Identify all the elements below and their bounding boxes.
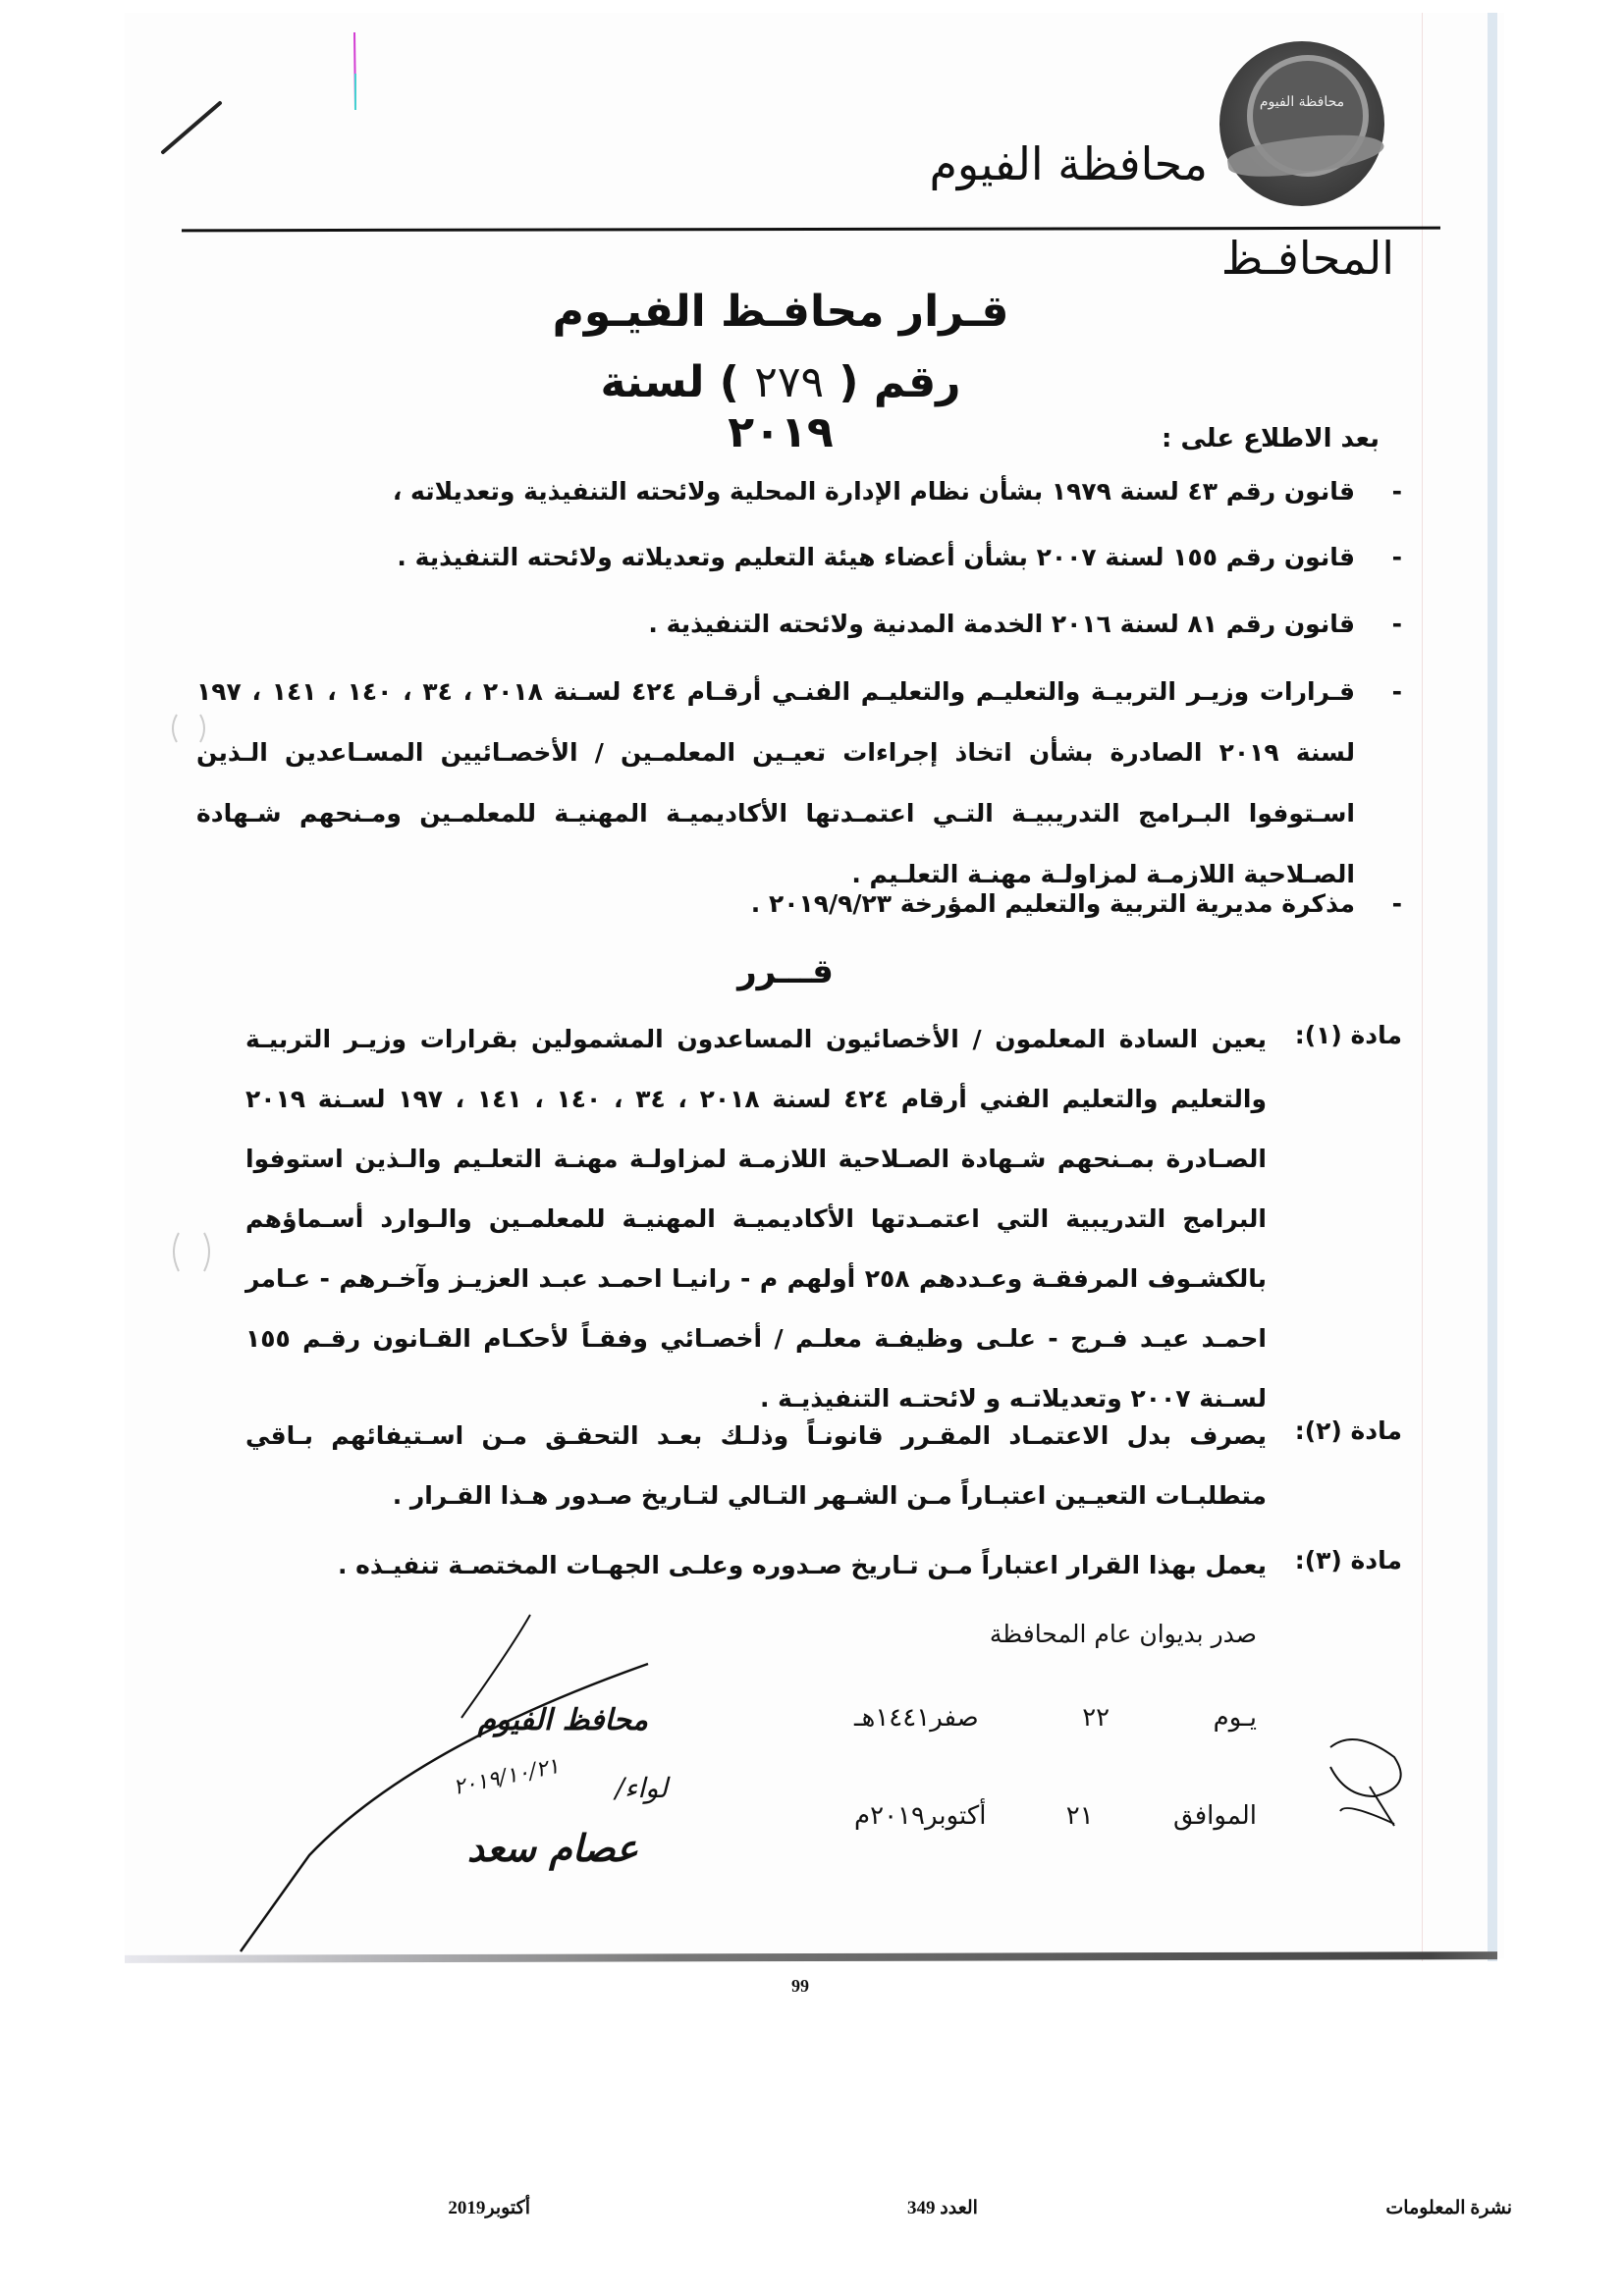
signature-name: عصام سعد [466,1826,638,1870]
gregorian-month-year: أكتوبر٢٠١٩م [854,1801,987,1831]
preamble-item-text: قانون رقم ١٥٥ لسنة ٢٠٠٧ بشأن أعضاء هيئة التعليم وتعديلاته ولائحته التنفيذية . [397,543,1355,571]
decree-title: قـرار محافـظ الفيـوم [552,287,1009,337]
bullet-dash: - [1391,889,1402,918]
article-text: يصرف بدل الاعتمـاد المقـرر قانونـاً وذلـك بعـد التحقـق مـن اسـتيفائهم بـاقي متطلبـات التعيـين اعتبـاراً مـن الشـهر التـالي لتـاريخ صـدور هـذا القـرار . [245,1421,1267,1510]
footer-publication: نشرة المعلومات [1385,2198,1512,2218]
preamble-item [196,461,1402,522]
hijri-date-row [854,1703,1257,1733]
decree-number-line [550,357,1011,457]
signature-handwritten-date: ٢٠١٩/١٠/٢١ [451,1753,562,1801]
preamble-heading: بعد الاطلاع على : [1162,424,1380,454]
preamble-item [196,662,1402,905]
hijri-day: ٢٢ [1082,1703,1110,1733]
bullet-dash: - [1391,477,1402,506]
bullet-dash: - [1391,610,1402,638]
governorate-name: محافظة الفيوم [929,137,1208,190]
emblem-text: محافظة الفيوم [1259,94,1345,110]
preamble-item [196,874,1402,934]
article-text: يعين السادة المعلمون / الأخصائيون المساعدون المشمولين بقرارات وزيـر التربيـة والتعليم والتعليم الفني أرقام ٤٢٤ لسنة ٢٠١٨ ، ٣٤ ، ١٤٠ ، ١٤١ ، ١٩٧ لسـنة ٢٠١٩ الصـادرة بمـنحهم شـهادة الصـلاحية اللازمـة لمزاولـة مهنـة التعلـيم والـذين استوفوا البرامج التدريبية التي اعتمـدتها الأكاديميـة المهنيـة للمعلمـين والـوارد أسـماؤهم بالكشـوف المرفقـة وعـددهم ٢٥٨ أولهم م - رانيـا احمـد عبـد العزيـز وآخـرهم - عـامر احمـد عيـد فـرج - علـى وظيفـة معلـم / أخصـائي وفقـاً لأحكـام القـانون رقـم ١٥٥ لسـنة ٢٠٠٧ وتعديلاتـه و لائحتـه التنفيذيـة . [245,1025,1268,1413]
article-label: مادة (٣): [1294,1546,1402,1575]
scan-crease-line [1422,13,1423,1961]
preamble-item-text: مذكرة مديرية التربية والتعليم المؤرخة ٢٠١٩/٩/٢٣ . [750,889,1355,918]
article-label: مادة (١): [1294,1021,1402,1049]
scan-edge [1488,13,1497,1961]
decree-number: ٢٧٩ [754,357,825,407]
preamble-item [196,594,1402,655]
preamble-item-text: قـرارات وزيـر التربيـة والتعليـم والتعليـم الفنـي أرقـام ٤٢٤ لسـنة ٢٠١٨ ، ٣٤ ، ١٤٠ ، ١٤١ ، ١٩٧ لسنة ٢٠١٩ الصادرة بشأن اتخاذ إجراءات تعيـين المعلمـين / الأخصـائيين المسـاعدين الـذين اسـتوفوا البـرامج التدريبيـة التـي اعتمـدتها الأكاديميـة المهنيـة للمعلمـين ومـنحهم شـهادة الصـلاحية اللازمـة لمزاولـة مهنـة التعلـيم . [196,677,1356,888]
issued-at: صدر بديوان عام المحافظة [989,1620,1257,1648]
article-text: يعمل بهذا القرار اعتباراً مـن تـاريخ صـدوره وعلـى الجهـات المختصـة تنفيـذه . [337,1551,1267,1579]
hijri-label: يـوم [1213,1703,1257,1733]
signature-rank: لواء/ [615,1772,668,1804]
hijri-month-year: صفر١٤٤١هـ [854,1703,979,1733]
decree-year: ) لسنة ٢٠١٩ [600,357,834,457]
gregorian-label: الموافق [1173,1801,1257,1831]
decision-heading: قـــرر [737,952,834,991]
office-label: المحافـظ [1220,232,1394,285]
preamble-item-text: قانون رقم ٤٣ لسنة ١٩٧٩ بشأن نظام الإدارة المحلية ولائحته التنفيذية وتعديلاته ، [392,477,1355,506]
signature-title: محافظ الفيوم [477,1703,648,1737]
article-label: مادة (٢): [1294,1416,1402,1445]
decree-number-prefix: رقم ( [839,357,961,407]
preamble-item-text: قانون رقم ٨١ لسنة ٢٠١٦ الخدمة المدنية ولائحته التنفيذية . [648,610,1355,638]
preamble-item [196,527,1402,588]
footer-date: أكتوبر2019 [448,2198,530,2218]
gregorian-date-row [854,1801,1257,1831]
gregorian-day: ٢١ [1065,1801,1094,1831]
bullet-dash: - [1391,677,1402,706]
bullet-dash: - [1391,543,1402,571]
footer-issue: العدد 349 [907,2198,978,2218]
page-number: 99 [791,1976,809,1996]
